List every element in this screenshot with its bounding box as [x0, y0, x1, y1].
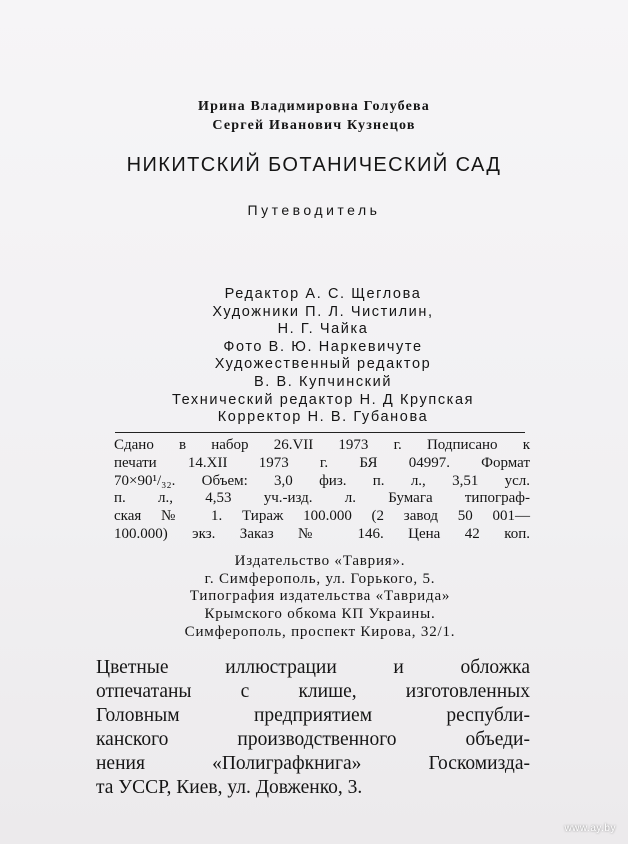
divider-rule [115, 432, 525, 433]
colophon-line: Цветные иллюстрации и обложка [96, 657, 530, 678]
publisher-line: г. Симферополь, ул. Горького, 5. [204, 570, 436, 587]
imprint-block [114, 437, 530, 544]
publisher-line: Типография издательства «Таврида» [189, 588, 451, 605]
author-name: Ирина Владимировна Голубева [198, 99, 430, 114]
credit-line: Корректор Н. В. Губанова [217, 409, 429, 426]
imprint-line: Сдано в набор 26.VII 1973 г. Подписано к [114, 437, 530, 453]
authors-block [0, 97, 628, 135]
credits-block [108, 286, 538, 427]
book-title: НИКИТСКИЙ БОТАНИЧЕСКИЙ САД [126, 154, 502, 176]
author-name: Сергей Иванович Кузнецов [212, 118, 416, 133]
imprint-line: ская № 1. Тираж 100.000 (2 завод 50 001— [114, 508, 530, 525]
colophon-line: та УССР, Киев, ул. Довженко, 3. [96, 777, 363, 798]
credit-line: Технический редактор Н. Д Крупская [171, 391, 475, 408]
site-watermark: www.ay.by [564, 823, 616, 834]
colophon-line: канского производственного объеди- [96, 729, 530, 750]
credit-line: Редактор А. С. Щеглова [224, 286, 422, 302]
colophon-line: Головным предприятием республи- [96, 705, 530, 726]
colophon-line: отпечатаны с клише, изготовленных [96, 681, 530, 702]
colophon-block [96, 656, 530, 800]
imprint-line: 70×90¹/₃₂. Объем: 3,0 физ. п. л., 3,51 усл. [114, 472, 530, 489]
credit-line: В. В. Купчинский [253, 373, 393, 390]
imprint-line: печати 14.XII 1973 г. БЯ 04997. Формат [114, 454, 530, 471]
credit-line: Художники П. Л. Чистилин, [212, 303, 434, 320]
publisher-line: Крымского обкома КП Украины. [204, 606, 436, 623]
publisher-line: Издательство «Таврия». [234, 553, 406, 569]
imprint-line: п. л., 4,53 уч.-изд. л. Бумага типограф- [114, 490, 530, 507]
colophon-line: нения «Полиграфкнига» Госкомизда- [96, 753, 530, 774]
publisher-line: Симферополь, проспект Кирова, 32/1. [184, 623, 456, 640]
imprint-line: 100.000) экз. Заказ № 146. Цена 42 коп. [114, 525, 530, 542]
credit-line: Художественный редактор [214, 356, 432, 373]
credit-line: Фото В. Ю. Наркевичуте [223, 338, 423, 355]
credit-line: Н. Г. Чайка [277, 321, 369, 338]
publisher-block [110, 553, 530, 642]
book-subtitle: Путеводитель [247, 202, 381, 218]
